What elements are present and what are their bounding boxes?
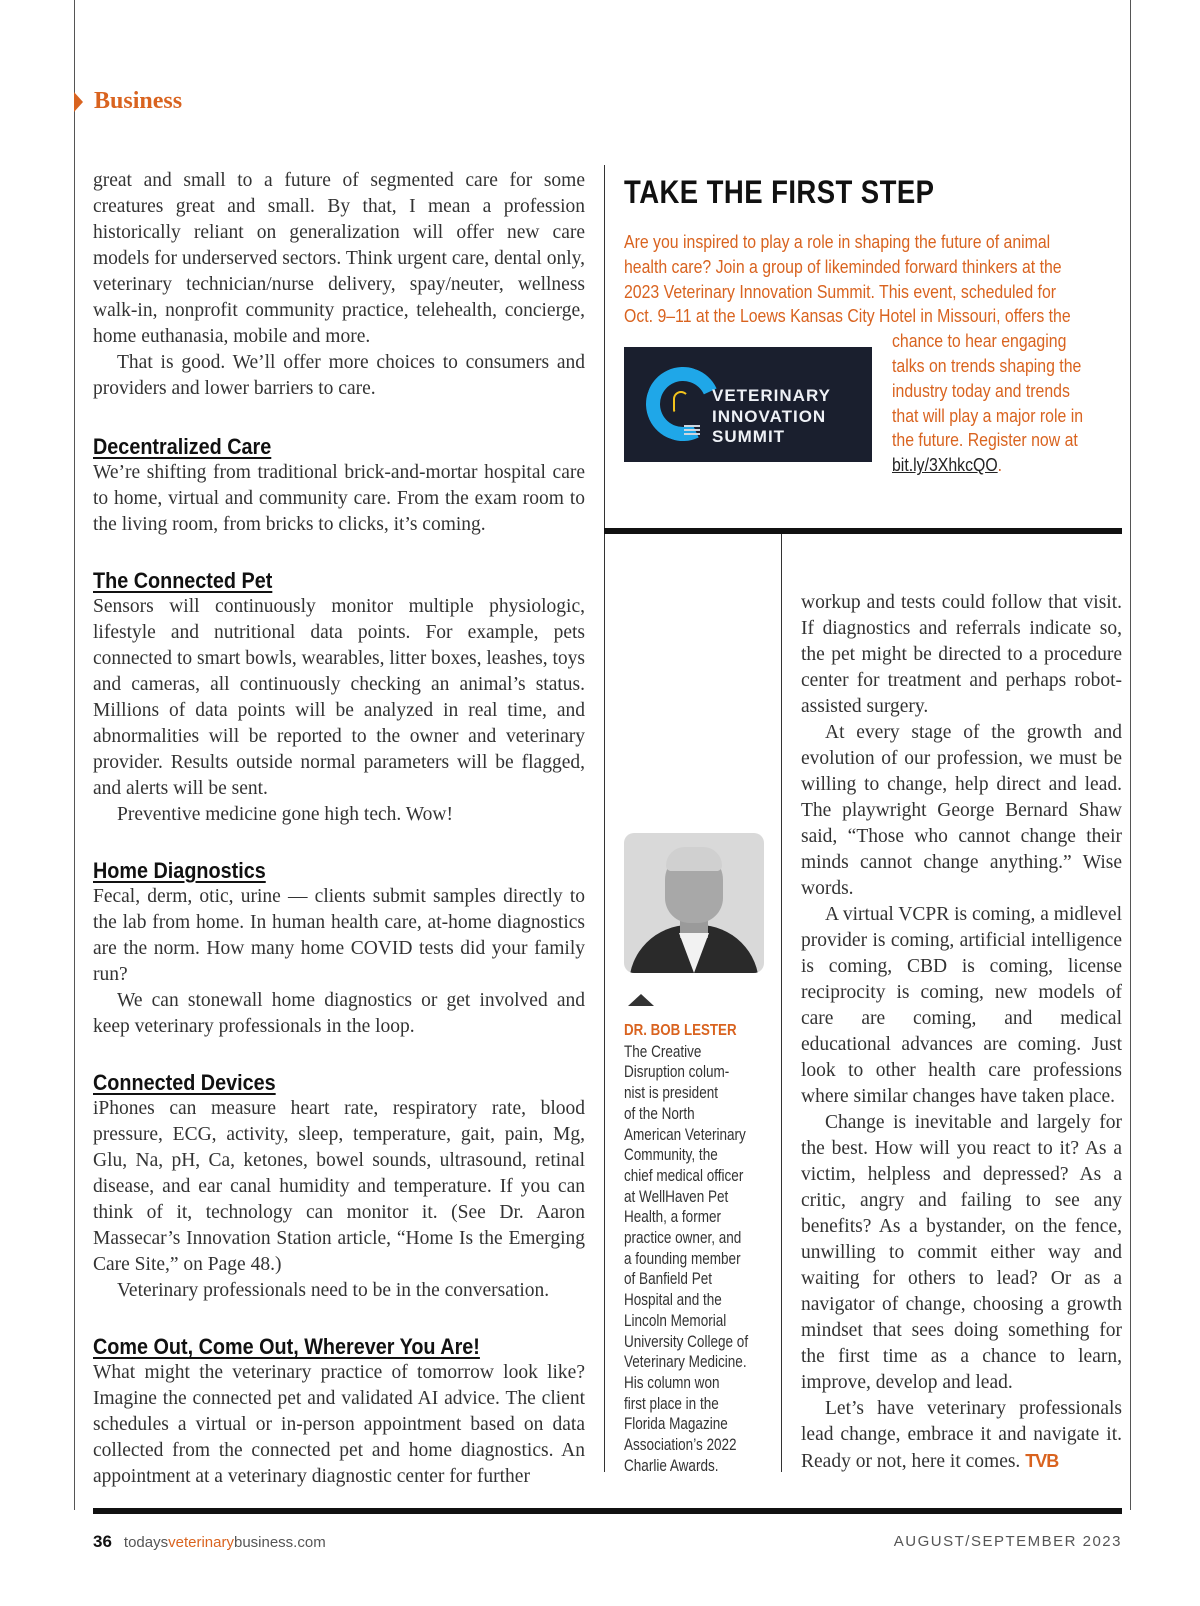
bio-lines — [624, 1042, 774, 1477]
paragraph-last — [801, 1396, 1122, 1475]
bio-line: of the North — [624, 1104, 695, 1123]
section-arrow-icon — [74, 92, 83, 112]
url-prefix: todays — [123, 1534, 169, 1551]
sidebar-line: that will play a major role in — [892, 405, 1084, 426]
paragraph: We’re shifting from traditional brick-and-mortar hospital care to home, virtual and community care. From the exam room to the living room, from bricks to clicks, it’s coming. — [93, 462, 585, 535]
paragraph: Veterinary professionals need to be in the conversation. — [117, 1280, 550, 1301]
right-column — [801, 590, 1122, 1475]
column-divider-2 — [781, 534, 782, 1472]
logo-bulb-icon — [673, 391, 689, 413]
bio-line: Lincoln Memorial — [624, 1311, 727, 1330]
register-link[interactable]: bit.ly/3XhkcQO — [892, 455, 998, 476]
bio-line: practice owner, and — [624, 1229, 742, 1248]
paragraph: A virtual VCPR is coming, a midlevel provider is coming, artificial intelligence is coming, CBD is coming, license reciprocity is coming, new models of care are coming, and medical educational advances are coming. Just look to other health care professions where similar changes have taken place. — [801, 904, 1123, 1107]
bio-line: Charlie Awards. — [624, 1456, 719, 1475]
logo-words — [712, 386, 831, 448]
bio-line: chief medical officer — [624, 1166, 744, 1185]
sidebar-line: industry today and trends — [892, 380, 1070, 401]
sidebar-line: Are you inspired to play a role in shaping the future of animal — [624, 232, 1051, 252]
footer-left — [93, 1532, 326, 1552]
bio-line: Veterinary Medicine. — [624, 1353, 747, 1372]
section-label: Business — [94, 88, 183, 114]
bio-line: Health, a former — [624, 1208, 722, 1227]
column-divider — [604, 165, 605, 1472]
subhead-connected-devices: Connected Devices — [93, 1070, 276, 1095]
logo-word: INNOVATION — [712, 406, 827, 426]
paragraph: Sensors will continuously monitor multiple physiologic, lifestyle and nutritional data points. For example, pets connected to smart bowls, wearables, litter boxes, leashes, toys and cameras, all continuously checking an animal’s status. Millions of data points will be analyzed in real time, and abnormalities will be reported to the owner and veterinary provider. Results outside normal parameters will be flagged, and alerts will be sent. — [93, 596, 585, 799]
bio-line: American Veterinary — [624, 1125, 746, 1144]
bio-line: of Banfield Pet — [624, 1270, 713, 1289]
paragraph: great and small to a future of segmented care for some creatures great and small. By that, I mean a profession historically reliant on generalization will offer new care models for underserved sectors. Think urgent care, dental only, veterinary technician/nurse delivery, spay/neuter, wellness walk-in, nonprofit community practice, telehealth, concierge, home euthanasia, mobile and more. — [93, 170, 585, 347]
sidebar-line: talks on trends shaping the — [892, 355, 1082, 376]
sidebar-line: 2023 Veterinary Innovation Summit. This event, scheduled for — [624, 281, 1057, 302]
paragraph: What might the veterinary practice of tomorrow look like? Imagine the connected pet and validated AI advice. The client schedules a virtual or in-person appointment based on data collected from the connected pet and home diagnostics. An appointment at a veterinary diagnostic center for further — [93, 1362, 585, 1487]
photo-hair — [666, 847, 722, 871]
sidebar-line: Oct. 9–11 at the Loews Kansas City Hotel in Missouri, offers the — [624, 306, 1071, 327]
paragraph: That is good. We’ll offer more choices to consumers and providers and lower barriers to care. — [93, 352, 585, 399]
bio-line: at WellHaven Pet — [624, 1187, 729, 1206]
bio-line: first place in the — [624, 1394, 719, 1413]
url-suffix: business.com — [233, 1534, 326, 1551]
bio-triangle-icon — [628, 994, 654, 1006]
sidebar-line: chance to hear engaging — [892, 331, 1067, 352]
paragraph: We can stonewall home diagnostics or get involved and keep veterinary professionals in the loop. — [93, 990, 585, 1037]
bio-line: His column won — [624, 1373, 720, 1392]
paragraph: At every stage of the growth and evolution of our profession, we must be willing to change, help direct and lead. The playwright George Bernard Shaw said, “Those who cannot change their minds cannot change anything.” Wise words. — [801, 722, 1122, 899]
page-right-rule — [1130, 0, 1131, 1510]
sidebar-link-line — [892, 453, 1094, 478]
paragraph: Change is inevitable and largely for the best. How will you react to it? As a victim, helpless and depressed? As a critic, angry and failing to see any benefits? As a bystander, on the fence, unwilling to commit either way and waiting for others to lead? Or as a navigator of change, choosing a growth mindset that sees doing something for the first time as a chance to learn, improve, develop and lead. — [801, 1112, 1122, 1393]
paragraph: Preventive medicine gone high tech. Wow! — [117, 804, 453, 825]
subhead-home-diagnostics: Home Diagnostics — [93, 858, 266, 883]
bio-line: The Creative — [624, 1042, 702, 1061]
left-column — [93, 168, 585, 1490]
paragraph: workup and tests could follow that visit. If diagnostics and referrals indicate so, the pet might be directed to a procedure center for treatment and perhaps robot-assisted surgery. — [801, 592, 1122, 717]
url-accent: veterinary — [168, 1534, 234, 1551]
logo-bulb-base-icon — [684, 425, 700, 435]
link-suffix: . — [997, 455, 1003, 476]
subhead-come-out: Come Out, Come Out, Wherever You Are! — [93, 1334, 480, 1359]
author-name: DR. BOB LESTER — [624, 1022, 737, 1039]
section-tag — [74, 88, 182, 115]
paragraph: iPhones can measure heart rate, respiratory rate, blood pressure, ECG, activity, sleep, temperature, gait, pain, Mg, Glu, Na, pH, Ca, ketones, bowel sounds, ultrasound, retinal disease, and ear canal humidity and temperature. If you can think of it, technology can monitor it. (See Dr. Aaron Massecar’s Innovation Station article, “Home Is the Emerging Care Site,” on Page 48.) — [93, 1098, 585, 1275]
sidebar-text — [624, 230, 1122, 329]
last-paragraph-text: Let’s have veterinary professionals lead change, embrace it and navigate it. Ready or not, here it comes. — [801, 1398, 1122, 1472]
tvb-end-mark: TVB — [1025, 1451, 1059, 1471]
sidebar-bottom-rule — [604, 528, 1122, 534]
sidebar-box — [624, 174, 1122, 478]
bio-line: Hospital and the — [624, 1291, 722, 1310]
page-number: 36 — [93, 1532, 112, 1551]
bio-line: University College of — [624, 1332, 749, 1351]
bio-line: nist is president — [624, 1084, 719, 1103]
sidebar-lower — [624, 329, 1122, 478]
sidebar-side-text — [892, 329, 1122, 478]
issue-date: AUGUST/SEPTEMBER 2023 — [893, 1533, 1122, 1550]
logo-word: SUMMIT — [712, 427, 786, 447]
bio-line: Florida Magazine — [624, 1415, 728, 1434]
paragraph: Fecal, derm, otic, urine — clients submit samples directly to the lab from home. In human health care, at-home diagnostics are the norm. How many home COVID tests did your family run? — [93, 886, 585, 985]
footer-rule — [93, 1508, 1122, 1514]
sidebar-line: the future. Register now at — [892, 430, 1078, 451]
author-photo — [624, 833, 764, 973]
subhead-connected-pet: The Connected Pet — [93, 568, 273, 593]
bio-line: Disruption colum- — [624, 1063, 730, 1082]
bio-line: a founding member — [624, 1249, 741, 1268]
summit-logo — [624, 347, 872, 462]
subhead-decentralized-care: Decentralized Care — [93, 434, 272, 459]
sidebar-title: TAKE THE FIRST STEP — [624, 174, 935, 210]
footer-url[interactable] — [124, 1534, 326, 1551]
page-left-rule — [74, 0, 75, 1510]
bio-line: Association’s 2022 — [624, 1436, 737, 1455]
sidebar-line: health care? Join a group of likeminded forward thinkers at the — [624, 256, 1062, 277]
author-bio — [624, 1021, 774, 1476]
logo-word: VETERINARY — [712, 386, 831, 406]
bio-line: Community, the — [624, 1146, 718, 1165]
